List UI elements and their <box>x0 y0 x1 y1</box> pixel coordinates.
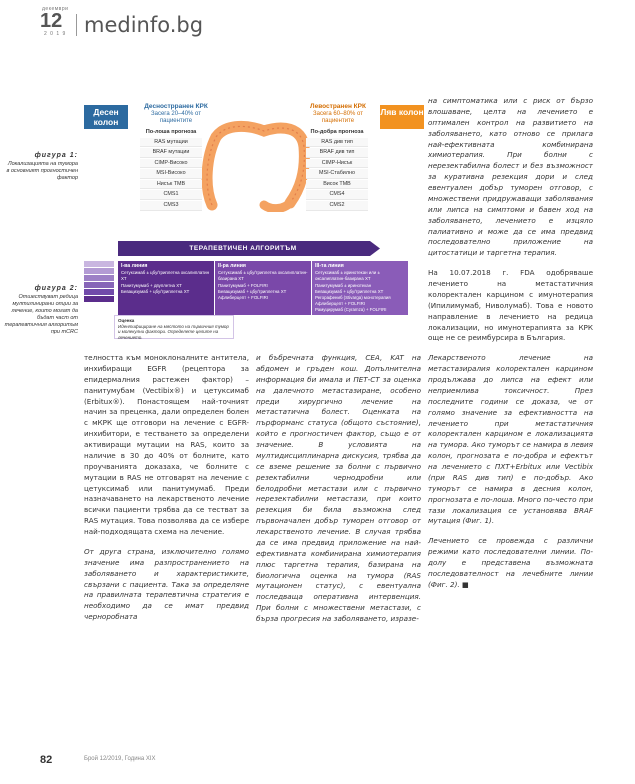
third-line-item: Регорафениб (Stivarga) монотерапия <box>315 295 391 301</box>
header-divider <box>76 14 77 36</box>
right-marker: CIMP-Високо <box>140 159 202 169</box>
right-markers-list <box>140 129 202 212</box>
side-bar <box>84 289 114 295</box>
right-marker: CMS3 <box>140 201 202 211</box>
figure2-caption-text: Отшествуват редица мултилинирани опции за лечение, които могат да бъдат част от терапевтичния алгоритъм при mCRC <box>4 294 78 335</box>
assessment-title: Оценка <box>118 318 135 323</box>
second-line-item: Бевацизумаб + цбу/триплетна ХТ <box>218 288 287 294</box>
second-line-box <box>215 261 311 315</box>
algorithm-side-bars <box>84 261 114 315</box>
right-marker: CMS1 <box>140 190 202 200</box>
paragraph: На 10.07.2018 г. FDA одобряваше лечението на метастатичния колоректален карцином с имунотерапия (Ипилимумаб, Ниволумаб). Това е новото направление в лечението на редица локализации, но имунотерапията за КРК още не се реимбурсира в България. <box>428 268 593 343</box>
right-sided-sub: Засега 20–40% от пациентите <box>151 110 201 124</box>
figure1-caption <box>4 152 78 182</box>
second-line-title: II-ра линия <box>218 263 246 269</box>
article-column-right <box>428 96 593 600</box>
right-marker: RAS мутации <box>140 138 202 148</box>
issue-year: 2 0 1 9 <box>44 31 67 37</box>
colon-illustration <box>194 117 314 212</box>
first-line-title: I-ва линия <box>121 263 148 269</box>
left-marker: MSI-Стабилно <box>306 169 368 179</box>
right-marker: Нисък TMB <box>140 180 202 190</box>
paragraph: Лечението се провежда с различни режими като последователни линии. По-долу е представена възможната последователност на лечебните линии (Фиг. 2). ■ <box>428 536 593 589</box>
right-sided-title: Деснострранен КРК <box>144 103 208 110</box>
assessment-text: Идентифициране на мястото на първичния тумор и молекулни фактори. Определете целите на лечението. <box>118 323 229 340</box>
paragraph: и бъбречната функция, CEA, KAT на абдомен и гръден кош. Допълнителна информация би имала и ПЕТ-СТ за оценка на далечното метастазиране, особено преди хирургично лечение на метастатична болест. Оценката на пърформанс статуса (общото състояние), който е прогностичен фактор, също е от значение. В условията на мултидисциплинарна дискусия, трябва да се вземе решение за болни с първично резектабилни чернодробни или белодробни метастази или с първично нерезектабилни метастази, при които резекция би била възможна след първоначален добър туморен отговор от лекарственото лечение. В случая трябва да се има предвид приложение на най-ефективната комбинирана химиотерапия плюс таргетна терапия, базирана на биологична оценка на тумора (RAS мутационен статус), с евентуална последваща оперативна интервенция. При болни с множествени метастази, с бърза прогресия на заболяването, изразе- <box>256 353 421 623</box>
side-bar <box>84 261 114 267</box>
left-markers-list <box>306 129 368 212</box>
article-column-middle <box>256 353 421 634</box>
left-marker: Висок TMB <box>306 180 368 190</box>
paragraph: Лекарственото лечение на метастазиралия колоректален карцином продължава до липса на ефект или неприемлива токсичност. През последните години се доказа, че от голямо значение за ефективността на лечението при метастатичния колоректален карцином е локализацията на тумора. Ако туморът се намира в левия колон, прогнозата е по-добра и ефектът на лечението с ПХТ+Erbitux или Vectibix (при RAS див тип) е по-добър. Ако туморът се намира в десния колон, прогнозата е по-лоша. Много по-често при тази локализация се установява BRAF мутация (Фиг. 1). <box>428 353 593 526</box>
third-line-item: Афлиберцепт + FOLFIRI <box>315 301 365 307</box>
issue-number: 12 <box>40 10 63 32</box>
right-colon-box: Десен колон <box>84 105 128 129</box>
figure2-label: фигура 2: <box>34 285 78 292</box>
left-sided-title: Левостранен КРК <box>310 103 366 110</box>
algorithm-banner-text: ТЕРАПЕВТИЧЕН АЛГОРИТЪМ <box>189 245 297 252</box>
third-line-item: Бевацизумаб + цбу/триплетна ХТ <box>315 288 384 294</box>
figure1-colon-diagram <box>84 99 424 214</box>
second-line-item: Панитумумаб + FOLFIRI <box>218 282 268 288</box>
third-line-item: Рамуцирумаб (Cyramza) + FOLFIRI <box>315 307 387 313</box>
paragraph: на симптоматика или с риск от бързо влошаване, целта на лечението е оптимален контрол на развитието на заболяването, като отново се прилага най-ефективната комбинирана химиотерапия. При болни с нерезектабилна болест и без възможност за куративна резекция дори и след евентуален добър туморен отговор, с множествени придружаващи заболявания или липса на симптоми и бавен ход на заболяването, лечението е изцяло палиативно и може да се има предвид последователно приложение на цитостатици и таргетна терапия. <box>428 96 593 258</box>
issue-month-label: декември <box>42 6 69 12</box>
first-line-item: Бевацизумаб + цбу/триплетна ХТ <box>121 288 190 294</box>
figure1-caption-text: Локализацията на тумора в основният прогностичен фактор <box>6 161 78 181</box>
third-line-item: Панитумумаб ± иринотекан <box>315 282 372 288</box>
left-marker: CIMP-Нисък <box>306 159 368 169</box>
page-number: 82 <box>40 754 53 766</box>
assessment-box <box>114 315 234 339</box>
side-bar <box>84 296 114 302</box>
paragraph: От друга страна, изключително голямо значение има разпространението на заболяването и характеристиките, свързани с пациента. Така за определяне на правилната терапевтична стратегия е необходимо да се имат предвид черноробната <box>84 546 249 622</box>
second-line-item: Сетуксимаб ± цбу/триплетна оксалиплатин-базирана ХТ <box>218 270 308 282</box>
first-line-item: Сетуксимаб ± цбу/триплетна оксалиплатин ХТ <box>121 270 209 282</box>
left-colon-box: Ляв колон <box>380 105 424 129</box>
left-marker: CMS4 <box>306 190 368 200</box>
article-column-left <box>84 353 249 632</box>
paragraph: телността към моноклоналните антитела, инхибиращи EGFR (рецептора за епидермалния растежен фактор) – панитумубам (Vectibix®) и цетуксимаб (Erbitux®). Понастоящем най-точният начин за преценка, дали определен болен с мКРК ще отговори на лечение с EGFR-инхибитори, е тестването за определени активиращи мутации на RAS, които за наличие в 30 до 40% от болните, като проучванията доказаха, че болните с мутации в RAS не отговарят на лечение с цетуксимаб или панитумумаб. Преди назначаването на лекарственото лечение всички пациенти трябва да се тестват за RAS мутация. Това позволява да се избере най-подходящата схема на лечение. <box>84 353 249 536</box>
right-marker: BRAF мутации <box>140 148 202 158</box>
first-line-box <box>118 261 214 315</box>
left-marker: BRAF див тип <box>306 148 368 158</box>
third-line-item: Сетуксимаб ± иринотекан или ± оксалиплатин-базирана ХТ <box>315 270 380 282</box>
side-bar <box>84 268 114 274</box>
figure1-label: фигура 1: <box>34 152 78 159</box>
figure2-treatment-algorithm <box>84 233 424 345</box>
third-line-title: III-та линия <box>315 263 344 269</box>
right-marker: MSI-Високо <box>140 169 202 179</box>
side-bar <box>84 282 114 288</box>
second-line-item: Афлиберцепт + FOLFIRI <box>218 295 268 301</box>
site-logo[interactable]: medinfo.bg <box>84 13 204 37</box>
first-line-item: Панитумумаб + двуплетна ХТ <box>121 282 182 288</box>
left-marker: CMS2 <box>306 201 368 211</box>
left-sided-sub: Засега 60–80% от пациентите <box>313 110 363 124</box>
footer-issue-text: Брой 12/2019, Година XIX <box>84 756 156 762</box>
figure2-caption <box>4 285 78 336</box>
algorithm-banner <box>118 241 388 256</box>
left-marker: RAS див тип <box>306 138 368 148</box>
left-markers-head: По-добра прогноза <box>310 129 364 135</box>
side-bar <box>84 275 114 281</box>
third-line-box <box>312 261 408 315</box>
right-markers-head: По-лоша прогноза <box>145 129 197 135</box>
